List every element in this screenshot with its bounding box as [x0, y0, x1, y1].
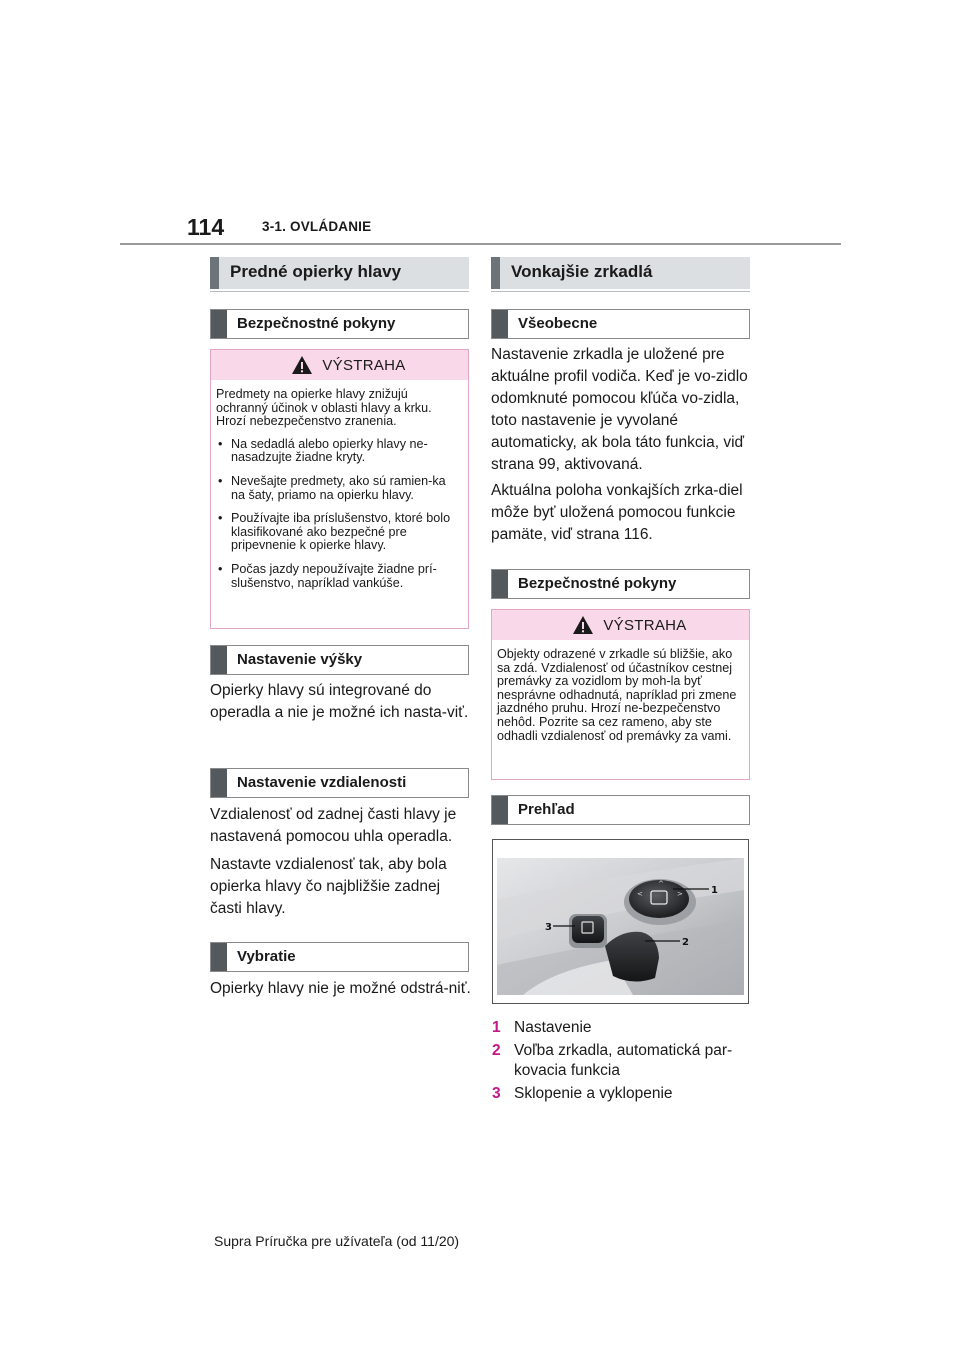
- section-title-mirrors: [491, 257, 750, 289]
- section-title-text: Predné opierky hlavy: [230, 262, 402, 281]
- subheading-distance: [210, 768, 469, 798]
- section-label: 3-1. OVLÁDANIE: [262, 219, 372, 234]
- warning-text: Objekty odrazené v zrkadle sú bližšie, ako sa zdá. Vzdialenosť od účastníkov cestnej premávky za vozidlom by moh-la byť nesprávne odhadnutá, napríklad pri zmene jazdného pruhu. Hrozí ne-bezpečenstvo nehôd. Pozrite sa cez rameno, aby ste odhadli vzdialenosť od premávky za vami.: [497, 647, 737, 743]
- section-title-headrests: [210, 257, 469, 289]
- warning-body: [211, 380, 468, 606]
- warning-box-mirrors: [491, 609, 750, 780]
- distance-paragraph-2: Nastavte vzdialenosť tak, aby bola opierka hlavy čo najbližšie zadnej časti hlavy.: [210, 856, 447, 917]
- warning-body: [492, 640, 749, 749]
- legend-text: Voľba zrkadla, automatická par-kovacia funkcia: [514, 1042, 733, 1079]
- callout-1: 1: [711, 885, 718, 896]
- subheading-text: Nastavenie výšky: [237, 651, 363, 668]
- legend-text: Nastavenie: [514, 1019, 592, 1036]
- warning-triangle-icon: [291, 355, 313, 375]
- subheading-text: Bezpečnostné pokyny: [237, 315, 396, 332]
- legend-item: [492, 1084, 752, 1104]
- callout-3: 3: [545, 922, 552, 933]
- warning-intro: Predmety na opierke hlavy znižujú ochranný účinok v oblasti hlavy a krku. Hrozí nebezpečenstvo zranenia.: [216, 387, 432, 429]
- subheading-removal: [210, 942, 469, 972]
- footer-text: Supra Príručka pre užívateľa (od 11/20): [214, 1233, 460, 1249]
- overview-legend: [492, 1018, 752, 1107]
- legend-item: [492, 1041, 752, 1081]
- warning-label: VÝSTRAHA: [603, 616, 687, 634]
- general-paragraph-2: Aktuálna poloha vonkajších zrka-diel môže byť uložená pomocou funkcie pamäte, viď strana 116.: [491, 482, 743, 543]
- mirror-controls-photo: [492, 839, 749, 1004]
- warning-list-item: • Používajte iba príslušenstvo, ktoré bolo klasifikované ako bezpečné pre pripevnenie k opierke hlavy.: [216, 512, 463, 553]
- general-paragraph-1: Nastavenie zrkadla je uložené pre aktuálne profil vodiča. Keď je vo-zidlo odomknuté pomocou kľúča vo-zidla, toto nastavenie je vyvolané automaticky, ak bola táto funkcia, viď strana 99, aktivovaná.: [491, 346, 748, 473]
- legend-item: [492, 1018, 752, 1038]
- warning-triangle-icon: [572, 615, 594, 635]
- subheading-text: Bezpečnostné pokyny: [518, 575, 677, 592]
- legend-number: 3: [492, 1085, 501, 1102]
- warning-list-item: • Nevešajte predmety, ako sú ramien-ka na šaty, priamo na opierku hlavy.: [216, 475, 463, 502]
- subheading-height: [210, 645, 469, 675]
- page-number: 114: [187, 214, 225, 240]
- removal-paragraph: Opierky hlavy nie je možné odstrá-niť.: [210, 980, 471, 997]
- svg-text:^: ^: [658, 880, 664, 888]
- warning-list-item: • Na sedadlá alebo opierky hlavy ne-nasadzujte žiadne kryty.: [216, 438, 463, 465]
- subheading-overview: [491, 795, 750, 825]
- warning-header: [211, 350, 468, 380]
- subheading-text: Prehľad: [518, 801, 575, 818]
- subheading-text: Všeobecne: [518, 315, 598, 332]
- subheading-safety: [210, 309, 469, 339]
- warning-header: [492, 610, 749, 640]
- subheading-mirror-safety: [491, 569, 750, 599]
- svg-text:>: >: [677, 890, 683, 898]
- distance-paragraph-1: Vzdialenosť od zadnej časti hlavy je nastavená pomocou uhla operadla.: [210, 806, 457, 845]
- callout-2: 2: [682, 937, 689, 948]
- legend-number: 1: [492, 1019, 501, 1036]
- header-divider: [120, 243, 841, 245]
- warning-box-headrests: [210, 349, 469, 629]
- height-paragraph: Opierky hlavy sú integrované do operadla a nie je možné ich nasta-viť.: [210, 682, 469, 721]
- subheading-general: [491, 309, 750, 339]
- legend-text: Sklopenie a vyklopenie: [514, 1085, 673, 1102]
- section-title-text: Vonkajšie zrkadlá: [511, 262, 653, 281]
- legend-number: 2: [492, 1042, 501, 1059]
- svg-text:<: <: [637, 890, 643, 898]
- subheading-text: Vybratie: [237, 948, 296, 965]
- warning-list-item: • Počas jazdy nepoužívajte žiadne prí-slušenstvo, napríklad vankúše.: [216, 563, 463, 590]
- warning-list: [216, 438, 463, 590]
- warning-label: VÝSTRAHA: [322, 356, 406, 374]
- mirror-control-illustration: [493, 840, 748, 1003]
- subheading-text: Nastavenie vzdialenosti: [237, 774, 407, 791]
